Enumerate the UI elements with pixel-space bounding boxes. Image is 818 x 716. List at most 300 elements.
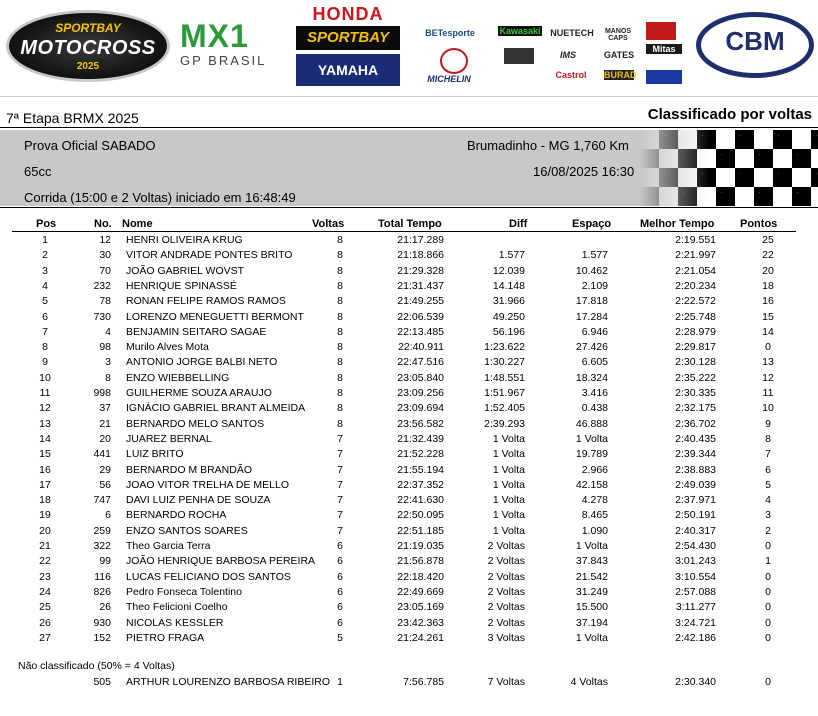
- table-row: [0, 464, 818, 479]
- table-row: [0, 387, 818, 402]
- name-cell: JOAO VITOR TRELHA DE MELLO: [126, 478, 289, 491]
- pontos-cell: 6: [765, 463, 771, 476]
- name-cell: ENZO WIEBBELLING: [126, 371, 230, 384]
- col-melhor-tempo: Melhor Tempo: [640, 218, 715, 230]
- total-tempo-cell: 22:41.630: [397, 494, 444, 507]
- number-cell: 26: [99, 601, 111, 614]
- sponsor-kawasaki: Kawasaki: [499, 26, 541, 36]
- number-cell: 322: [93, 540, 111, 552]
- diff-cell: 14.148: [492, 279, 525, 292]
- pos-cell: 6: [42, 310, 48, 323]
- total-tempo-cell: 23:56.582: [397, 417, 444, 430]
- total-tempo-cell: 23:05.840: [397, 371, 444, 384]
- logo-brand: SPORTBAY: [55, 21, 121, 35]
- sponsor-nuetech: NUETECH: [550, 28, 594, 38]
- pos-cell: 17: [39, 478, 51, 491]
- melhor-tempo-cell: 2:25.748: [675, 310, 716, 323]
- table-row: [0, 356, 818, 371]
- melhor-tempo-cell: 3:10.554: [675, 570, 716, 583]
- diff-cell: 1.577: [498, 249, 525, 262]
- number-cell: 3: [105, 356, 111, 369]
- sportbay-logo: SPORTBAY: [296, 26, 400, 50]
- classificacao-title: Classificado por voltas: [647, 106, 812, 123]
- number-cell: 8: [105, 371, 111, 384]
- espaco-cell: 8.465: [581, 509, 608, 522]
- espaco-cell: 6.605: [581, 356, 608, 369]
- table-row: [0, 676, 818, 691]
- name-cell: LUCAS FELICIANO DOS SANTOS: [126, 570, 291, 583]
- sponsor-manos-caps: MANOS CAPS: [604, 28, 632, 42]
- sponsor-circle-icon: [440, 48, 468, 74]
- pos-cell: 21: [39, 540, 51, 552]
- diff-cell: 1:23.622: [484, 341, 525, 354]
- prova-label: Prova Oficial SABADO: [24, 138, 156, 153]
- table-row: [0, 249, 818, 264]
- pos-cell: 20: [39, 524, 51, 537]
- name-cell: Murilo Alves Mota: [126, 341, 209, 354]
- number-cell: 37: [99, 402, 111, 415]
- table-row: [0, 341, 818, 356]
- total-tempo-cell: 23:42.363: [397, 616, 444, 629]
- voltas-cell: 8: [337, 310, 343, 323]
- diff-cell: 1 Volta: [492, 524, 525, 537]
- pontos-cell: 1: [765, 555, 771, 568]
- pontos-cell: 12: [762, 371, 774, 384]
- number-cell: 6: [105, 509, 111, 522]
- espaco-cell: 27.426: [575, 341, 608, 354]
- diff-cell: 1 Volta: [492, 432, 525, 445]
- diff-cell: 12.039: [492, 264, 525, 277]
- pontos-cell: 22: [762, 249, 774, 262]
- pos-cell: 19: [39, 509, 51, 522]
- melhor-tempo-cell: 2:40.435: [675, 432, 716, 445]
- col-pontos: Pontos: [740, 218, 778, 230]
- name-cell: ARTHUR LOURENZO BARBOSA RIBEIRO: [126, 676, 331, 688]
- number-cell: 730: [93, 310, 111, 323]
- pontos-cell: 5: [765, 478, 771, 491]
- diff-cell: 3 Voltas: [487, 631, 525, 644]
- table-row: [0, 448, 818, 463]
- table-row: [0, 418, 818, 433]
- total-tempo-cell: 21:24.261: [397, 631, 444, 644]
- espaco-cell: 37.194: [575, 616, 608, 629]
- table-row: [0, 433, 818, 448]
- diff-cell: 1 Volta: [492, 463, 525, 476]
- pos-cell: 11: [39, 387, 51, 399]
- pontos-cell: 16: [762, 295, 774, 308]
- voltas-cell: 8: [337, 387, 343, 399]
- voltas-cell: 7: [337, 524, 343, 537]
- melhor-tempo-cell: 3:24.721: [675, 616, 716, 629]
- pontos-cell: 2: [765, 524, 771, 537]
- pos-cell: 22: [39, 555, 51, 568]
- pontos-cell: 0: [765, 676, 771, 688]
- number-cell: 99: [99, 555, 111, 568]
- number-cell: 98: [99, 341, 111, 354]
- melhor-tempo-cell: 2:28.979: [675, 325, 716, 338]
- espaco-cell: 6.946: [581, 325, 608, 338]
- melhor-tempo-cell: 2:21.054: [675, 264, 716, 277]
- diff-cell: 2 Voltas: [487, 601, 525, 614]
- total-tempo-cell: 21:49.255: [397, 295, 444, 308]
- voltas-cell: 8: [337, 264, 343, 277]
- sponsor-ims: IMS: [559, 50, 576, 60]
- espaco-cell: 10.462: [575, 264, 608, 277]
- sponsor-red-icon: [646, 22, 676, 40]
- number-cell: 4: [105, 325, 111, 338]
- voltas-cell: 6: [337, 601, 343, 614]
- col-voltas: Voltas: [312, 218, 345, 230]
- sponsor-blue-icon: [646, 70, 682, 84]
- voltas-cell: 8: [337, 417, 343, 430]
- pos-cell: 26: [39, 616, 51, 629]
- total-tempo-cell: 23:09.694: [397, 402, 444, 415]
- voltas-cell: 8: [337, 356, 343, 369]
- voltas-cell: 7: [337, 448, 343, 461]
- number-cell: 930: [93, 616, 111, 629]
- name-cell: BERNARDO MELO SANTOS: [126, 417, 265, 430]
- voltas-cell: 6: [337, 540, 343, 552]
- pos-cell: 4: [42, 279, 48, 292]
- total-tempo-cell: 22:18.420: [397, 570, 444, 583]
- voltas-cell: 6: [337, 555, 343, 568]
- pontos-cell: 13: [762, 356, 774, 369]
- number-cell: 232: [93, 279, 111, 292]
- pos-cell: 15: [39, 448, 51, 461]
- melhor-tempo-cell: 2:54.430: [675, 540, 716, 552]
- name-cell: Theo Felicioni Coelho: [126, 601, 228, 614]
- espaco-cell: 1.577: [581, 249, 608, 262]
- name-cell: JOÃO HENRIQUE BARBOSA PEREIRA: [126, 555, 316, 568]
- pos-cell: 14: [39, 432, 51, 445]
- total-tempo-cell: 21:31.437: [397, 279, 444, 292]
- total-tempo-cell: 21:17.289: [397, 234, 444, 246]
- total-tempo-cell: 22:51.185: [397, 524, 444, 537]
- voltas-cell: 8: [337, 371, 343, 384]
- pontos-cell: 8: [765, 432, 771, 445]
- number-cell: 56: [99, 478, 111, 491]
- number-cell: 116: [94, 570, 111, 583]
- cbm-text: CBM: [725, 26, 785, 56]
- name-cell: HENRI OLIVEIRA KRUG: [126, 234, 243, 246]
- number-cell: 441: [93, 448, 111, 461]
- number-cell: 259: [93, 524, 111, 537]
- diff-cell: 1:48.551: [484, 371, 525, 384]
- diff-cell: 2 Voltas: [487, 570, 525, 583]
- sponsor-gates: GATES: [603, 50, 635, 60]
- espaco-cell: 3.416: [581, 387, 608, 399]
- mx1-subtext: GP BRASIL: [180, 53, 267, 68]
- espaco-cell: 17.284: [575, 310, 608, 323]
- sponsor-banner: [0, 0, 818, 97]
- total-tempo-cell: 21:56.878: [397, 555, 444, 568]
- voltas-cell: 7: [337, 494, 343, 507]
- sponsor-betesporte: BETesporte: [425, 28, 475, 38]
- pos-cell: 3: [42, 264, 48, 277]
- diff-cell: 1 Volta: [492, 509, 525, 522]
- espaco-cell: 21.542: [575, 570, 608, 583]
- espaco-cell: 4 Voltas: [570, 676, 608, 688]
- voltas-cell: 6: [337, 616, 343, 629]
- espaco-cell: 46.888: [575, 417, 608, 430]
- number-cell: 70: [99, 264, 111, 277]
- voltas-cell: 8: [337, 249, 343, 262]
- table-row: [0, 234, 818, 249]
- voltas-cell: 8: [337, 234, 343, 246]
- pontos-cell: 7: [765, 448, 771, 461]
- table-row: [0, 372, 818, 387]
- total-tempo-cell: 21:55.194: [397, 463, 444, 476]
- table-row: [0, 540, 818, 555]
- total-tempo-cell: 23:09.256: [397, 387, 444, 399]
- voltas-cell: 1: [337, 676, 343, 688]
- col-pos: Pos: [36, 218, 57, 230]
- voltas-cell: 7: [337, 463, 343, 476]
- total-tempo-cell: 22:37.352: [397, 478, 444, 491]
- pos-cell: 10: [39, 371, 51, 384]
- espaco-cell: 17.818: [575, 295, 608, 308]
- total-tempo-cell: 21:19.035: [397, 540, 444, 552]
- diff-cell: 1 Volta: [492, 478, 525, 491]
- pontos-cell: 0: [765, 341, 771, 354]
- pontos-cell: 9: [765, 417, 771, 430]
- header-rule: [12, 231, 796, 232]
- pontos-cell: 0: [765, 570, 771, 583]
- melhor-tempo-cell: 2:35.222: [675, 371, 716, 384]
- espaco-cell: 18.324: [575, 371, 608, 384]
- total-tempo-cell: 22:50.095: [397, 509, 444, 522]
- pos-cell: 18: [39, 494, 51, 507]
- pos-cell: 24: [39, 585, 51, 598]
- espaco-cell: 2.966: [581, 463, 608, 476]
- name-cell: LUIZ BRITO: [126, 448, 184, 461]
- number-cell: 20: [99, 432, 111, 445]
- total-tempo-cell: 21:29.328: [397, 264, 444, 277]
- mx1-logo: [180, 18, 280, 78]
- espaco-cell: 37.843: [575, 555, 608, 568]
- pontos-cell: 4: [765, 494, 771, 507]
- number-cell: 998: [93, 387, 111, 399]
- pontos-cell: 0: [765, 540, 771, 552]
- diff-cell: 2 Voltas: [487, 555, 525, 568]
- table-row: [0, 265, 818, 280]
- name-cell: BERNARDO M BRANDÃO: [126, 463, 253, 476]
- voltas-cell: 8: [337, 402, 343, 415]
- pos-cell: 13: [39, 417, 51, 430]
- melhor-tempo-cell: 2:20.234: [675, 279, 716, 292]
- number-cell: 21: [99, 417, 111, 430]
- total-tempo-cell: 22:13.485: [397, 325, 444, 338]
- diff-cell: 31.966: [492, 295, 525, 308]
- pos-cell: 12: [39, 402, 51, 415]
- number-cell: 29: [99, 463, 111, 476]
- diff-cell: 49.250: [492, 310, 525, 323]
- table-row: [0, 326, 818, 341]
- divider: [0, 207, 818, 208]
- total-tempo-cell: 21:52.228: [397, 448, 444, 461]
- col-no: No.: [94, 218, 112, 230]
- diff-cell: 2:39.293: [484, 417, 525, 430]
- pontos-cell: 18: [762, 279, 774, 292]
- table-row: [0, 586, 818, 601]
- number-cell: 505: [93, 676, 111, 688]
- name-cell: Theo Garcia Terra: [126, 540, 211, 552]
- table-row: [0, 479, 818, 494]
- pos-cell: 8: [42, 341, 48, 354]
- name-cell: GUILHERME SOUZA ARAUJO: [126, 387, 272, 399]
- checkered-fade: [640, 130, 710, 206]
- motocross-logo: [6, 10, 170, 82]
- cbm-logo: [696, 12, 814, 78]
- melhor-tempo-cell: 2:42.186: [675, 631, 716, 644]
- pontos-cell: 0: [765, 601, 771, 614]
- table-row: [0, 494, 818, 509]
- divider: [0, 127, 818, 128]
- number-cell: 30: [99, 249, 111, 262]
- col-name: Nome: [122, 218, 153, 230]
- name-cell: BENJAMIN SEITARO SAGAE: [126, 325, 267, 338]
- pos-cell: 16: [39, 463, 51, 476]
- melhor-tempo-cell: 2:39.344: [675, 448, 716, 461]
- melhor-tempo-cell: 2:30.128: [675, 356, 716, 369]
- melhor-tempo-cell: 2:30.335: [675, 387, 716, 399]
- pontos-cell: 25: [762, 234, 774, 246]
- espaco-cell: 42.158: [575, 478, 608, 491]
- diff-cell: 1:51.967: [484, 387, 525, 399]
- number-cell: 826: [93, 585, 111, 598]
- espaco-cell: 0.438: [581, 402, 608, 415]
- espaco-cell: 1 Volta: [575, 631, 608, 644]
- datetime-label: 16/08/2025 16:30: [533, 164, 635, 179]
- pos-cell: 23: [39, 570, 51, 583]
- voltas-cell: 8: [337, 279, 343, 292]
- melhor-tempo-cell: 2:19.551: [675, 234, 716, 246]
- name-cell: IGNÁCIO GABRIEL BRANT ALMEIDA: [126, 402, 306, 415]
- sponsor-castrol: Castrol: [555, 70, 587, 80]
- nao-classificado-label: Não classificado (50% = 4 Voltas): [18, 660, 175, 672]
- name-cell: RONAN FELIPE RAMOS RAMOS: [126, 295, 286, 308]
- sponsor-mitas: Mitas: [646, 44, 682, 54]
- name-cell: ANTONIO JORGE BALBI NETO: [126, 356, 278, 369]
- diff-cell: 1 Volta: [492, 448, 525, 461]
- name-cell: JUAREZ BERNAL: [126, 432, 212, 445]
- espaco-cell: 1 Volta: [575, 540, 608, 552]
- pontos-cell: 3: [765, 509, 771, 522]
- pos-cell: 5: [42, 295, 48, 308]
- table-row: [0, 617, 818, 632]
- voltas-cell: 5: [337, 631, 343, 644]
- table-row: [0, 601, 818, 616]
- diff-cell: 1 Volta: [492, 494, 525, 507]
- name-cell: LORENZO MENEGUETTI BERMONT: [126, 310, 304, 323]
- number-cell: 152: [93, 631, 111, 644]
- melhor-tempo-cell: 2:22.572: [675, 295, 716, 308]
- melhor-tempo-cell: 2:37.971: [675, 494, 716, 507]
- total-tempo-cell: 23:05.169: [397, 601, 444, 614]
- pontos-cell: 0: [765, 616, 771, 629]
- espaco-cell: 4.278: [581, 494, 608, 507]
- total-tempo-cell: 21:32.439: [397, 432, 444, 445]
- melhor-tempo-cell: 2:32.175: [675, 402, 716, 415]
- voltas-cell: 8: [337, 325, 343, 338]
- table-row: [0, 555, 818, 570]
- melhor-tempo-cell: 2:38.883: [675, 463, 716, 476]
- melhor-tempo-cell: 2:29.817: [675, 341, 716, 354]
- sponsor-michelin: MICHELIN: [427, 74, 471, 84]
- number-cell: 12: [99, 234, 111, 246]
- pos-cell: 27: [39, 631, 51, 644]
- col-diff: Diff: [509, 218, 528, 230]
- name-cell: NICOLAS KESSLER: [126, 616, 224, 629]
- pos-cell: 2: [42, 249, 48, 262]
- table-row: [0, 280, 818, 295]
- total-tempo-cell: 22:49.669: [397, 585, 444, 598]
- diff-cell: 1:52.405: [484, 402, 525, 415]
- melhor-tempo-cell: 2:40.317: [675, 524, 716, 537]
- melhor-tempo-cell: 2:30.340: [675, 676, 716, 688]
- voltas-cell: 6: [337, 570, 343, 583]
- number-cell: 78: [99, 295, 111, 308]
- diff-cell: 56.196: [492, 325, 525, 338]
- voltas-cell: 7: [337, 432, 343, 445]
- diff-cell: 2 Voltas: [487, 616, 525, 629]
- voltas-cell: 8: [337, 295, 343, 308]
- pontos-cell: 10: [762, 402, 774, 415]
- table-row: [0, 571, 818, 586]
- col-espaco: Espaço: [572, 218, 612, 230]
- voltas-cell: 8: [337, 341, 343, 354]
- melhor-tempo-cell: 2:21.997: [675, 249, 716, 262]
- melhor-tempo-cell: 2:49.039: [675, 478, 716, 491]
- total-tempo-cell: 21:18.866: [397, 249, 444, 262]
- pontos-cell: 14: [762, 325, 774, 338]
- voltas-cell: 7: [337, 478, 343, 491]
- name-cell: PIETRO FRAGA: [126, 631, 205, 644]
- pontos-cell: 0: [765, 631, 771, 644]
- pos-cell: 1: [42, 234, 48, 246]
- location-label: Brumadinho - MG 1,760 Km: [467, 138, 629, 153]
- total-tempo-cell: 7:56.785: [403, 676, 444, 688]
- melhor-tempo-cell: 2:50.191: [675, 509, 716, 522]
- pos-cell: 9: [42, 356, 48, 369]
- name-cell: ENZO SANTOS SOARES: [126, 524, 248, 537]
- espaco-cell: 19.789: [575, 448, 608, 461]
- name-cell: Pedro Fonseca Tolentino: [126, 585, 242, 598]
- total-tempo-cell: 22:06.539: [397, 310, 444, 323]
- table-row: [0, 295, 818, 310]
- name-cell: BERNARDO ROCHA: [126, 509, 227, 522]
- espaco-cell: 15.500: [575, 601, 608, 614]
- pontos-cell: 15: [762, 310, 774, 323]
- table-row: [0, 632, 818, 647]
- honda-logo: HONDA: [312, 4, 384, 24]
- logo-title: MOTOCROSS: [20, 37, 156, 59]
- espaco-cell: 1 Volta: [575, 432, 608, 445]
- col-total-tempo: Total Tempo: [378, 218, 442, 230]
- melhor-tempo-cell: 3:11.277: [675, 601, 716, 614]
- pontos-cell: 20: [762, 264, 774, 277]
- pontos-cell: 11: [762, 387, 774, 399]
- name-cell: VITOR ANDRADE PONTES BRITO: [126, 249, 293, 262]
- espaco-cell: 31.249: [575, 585, 608, 598]
- name-cell: JOÃO GABRIEL WOVST: [126, 264, 245, 277]
- table-row: [0, 525, 818, 540]
- category-label: 65cc: [24, 164, 52, 179]
- pos-cell: 7: [42, 325, 48, 338]
- sponsor-burad: BURAD: [604, 70, 637, 80]
- diff-cell: 1:30.227: [484, 356, 525, 369]
- espaco-cell: 2.109: [581, 279, 608, 292]
